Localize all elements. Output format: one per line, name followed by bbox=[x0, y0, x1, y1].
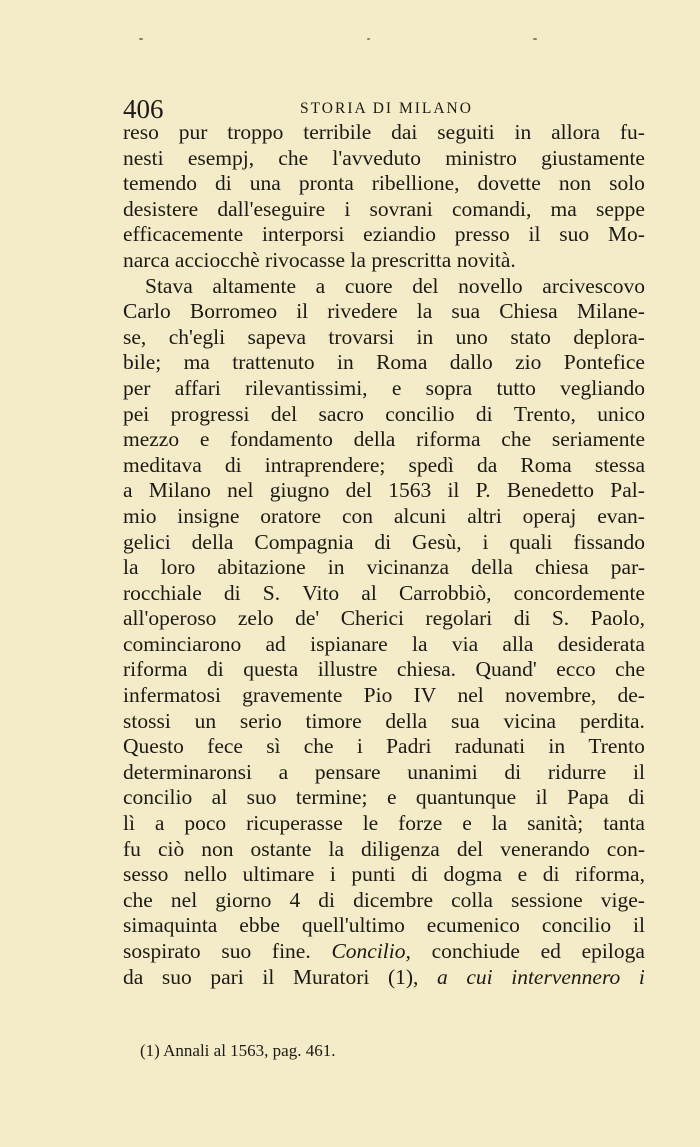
text-line: se, ch'egli sapeva trovarsi in uno stato deplora- bbox=[123, 324, 645, 349]
text-line: fu ciò non ostante la diligenza del venerando con- bbox=[123, 836, 645, 861]
text-line: nesti esempj, che l'avveduto ministro giustamente bbox=[123, 145, 645, 170]
text-line: temendo di una pronta ribellione, dovette non solo bbox=[123, 171, 645, 196]
text-line: meditava di intraprendere; spedì da Roma stessa bbox=[123, 452, 645, 477]
text-line: mezzo e fondamento della riforma che seriamente bbox=[123, 427, 645, 452]
text-line: per affari rilevantissimi, e sopra tutto vegliando bbox=[123, 375, 645, 400]
text-line: cominciarono ad ispianare la via alla desiderata bbox=[123, 631, 645, 656]
page-number: 406 bbox=[123, 94, 164, 124]
text-line: riforma di questa illustre chiesa. Quand' ecco che bbox=[123, 657, 645, 682]
text-line: Carlo Borromeo il rivedere la sua Chiesa Milane- bbox=[123, 299, 645, 324]
text-line: gelici della Compagnia di Gesù, i quali fissando bbox=[123, 529, 645, 554]
text-line: infermatosi gravemente Pio IV nel novembre, de- bbox=[123, 683, 645, 708]
text-line: a Milano nel giugno del 1563 il P. Benedetto Pal- bbox=[123, 478, 645, 503]
text-line: Stava altamente a cuore del novello arcivescovo bbox=[145, 273, 645, 298]
text-line: simaquinta ebbe quell'ultimo ecumenico concilio il bbox=[123, 913, 645, 938]
text-line: sesso nello ultimare i punti di dogma e di riforma, bbox=[123, 862, 645, 887]
footnote: (1) Annali al 1563, pag. 461. bbox=[140, 1041, 336, 1060]
running-title: STORIA DI MILANO bbox=[300, 100, 473, 117]
text-line: la loro abitazione in vicinanza della chiesa par- bbox=[123, 555, 645, 580]
print-speck bbox=[139, 38, 143, 40]
text-line: concilio al suo termine; e quantunque il Papa di bbox=[123, 785, 645, 810]
text-line: lì a poco ricuperasse le forze e la sanità; tanta bbox=[123, 811, 645, 836]
text-line: Questo fece sì che i Padri radunati in Trento bbox=[123, 734, 645, 759]
text-line: all'operoso zelo de' Cherici regolari di S. Paolo, bbox=[123, 606, 645, 631]
print-speck bbox=[367, 38, 370, 40]
text-line: bile; ma trattenuto in Roma dallo zio Pontefice bbox=[123, 350, 645, 375]
text-line: che nel giorno 4 di dicembre colla sessione vige- bbox=[123, 887, 645, 912]
text-line: reso pur troppo terribile dai seguiti in allora fu- bbox=[123, 120, 645, 144]
print-speck bbox=[533, 38, 537, 40]
text-line: stossi un serio timore della sua vicina perdita. bbox=[123, 708, 645, 733]
text-line: determinaronsi a pensare unanimi di ridurre il bbox=[123, 759, 645, 784]
text-line: da suo pari il Muratori (1), a cui intervennero i bbox=[123, 964, 645, 989]
body-text bbox=[123, 120, 645, 990]
text-line: efficacemente interporsi eziandio presso il suo Mo- bbox=[123, 222, 645, 247]
text-line: rocchiale di S. Vito al Carrobbiò, concordemente bbox=[123, 580, 645, 605]
text-line: pei progressi del sacro concilio di Trento, unico bbox=[123, 401, 645, 426]
text-line: narca acciocchè rivocasse la prescritta novità. bbox=[123, 247, 516, 272]
text-line: desistere dall'eseguire i sovrani comandi, ma seppe bbox=[123, 196, 645, 221]
text-line: sospirato suo fine. Concilio, conchiude ed epiloga bbox=[123, 939, 645, 963]
text-line: mio insigne oratore con alcuni altri operaj evan- bbox=[123, 503, 645, 528]
